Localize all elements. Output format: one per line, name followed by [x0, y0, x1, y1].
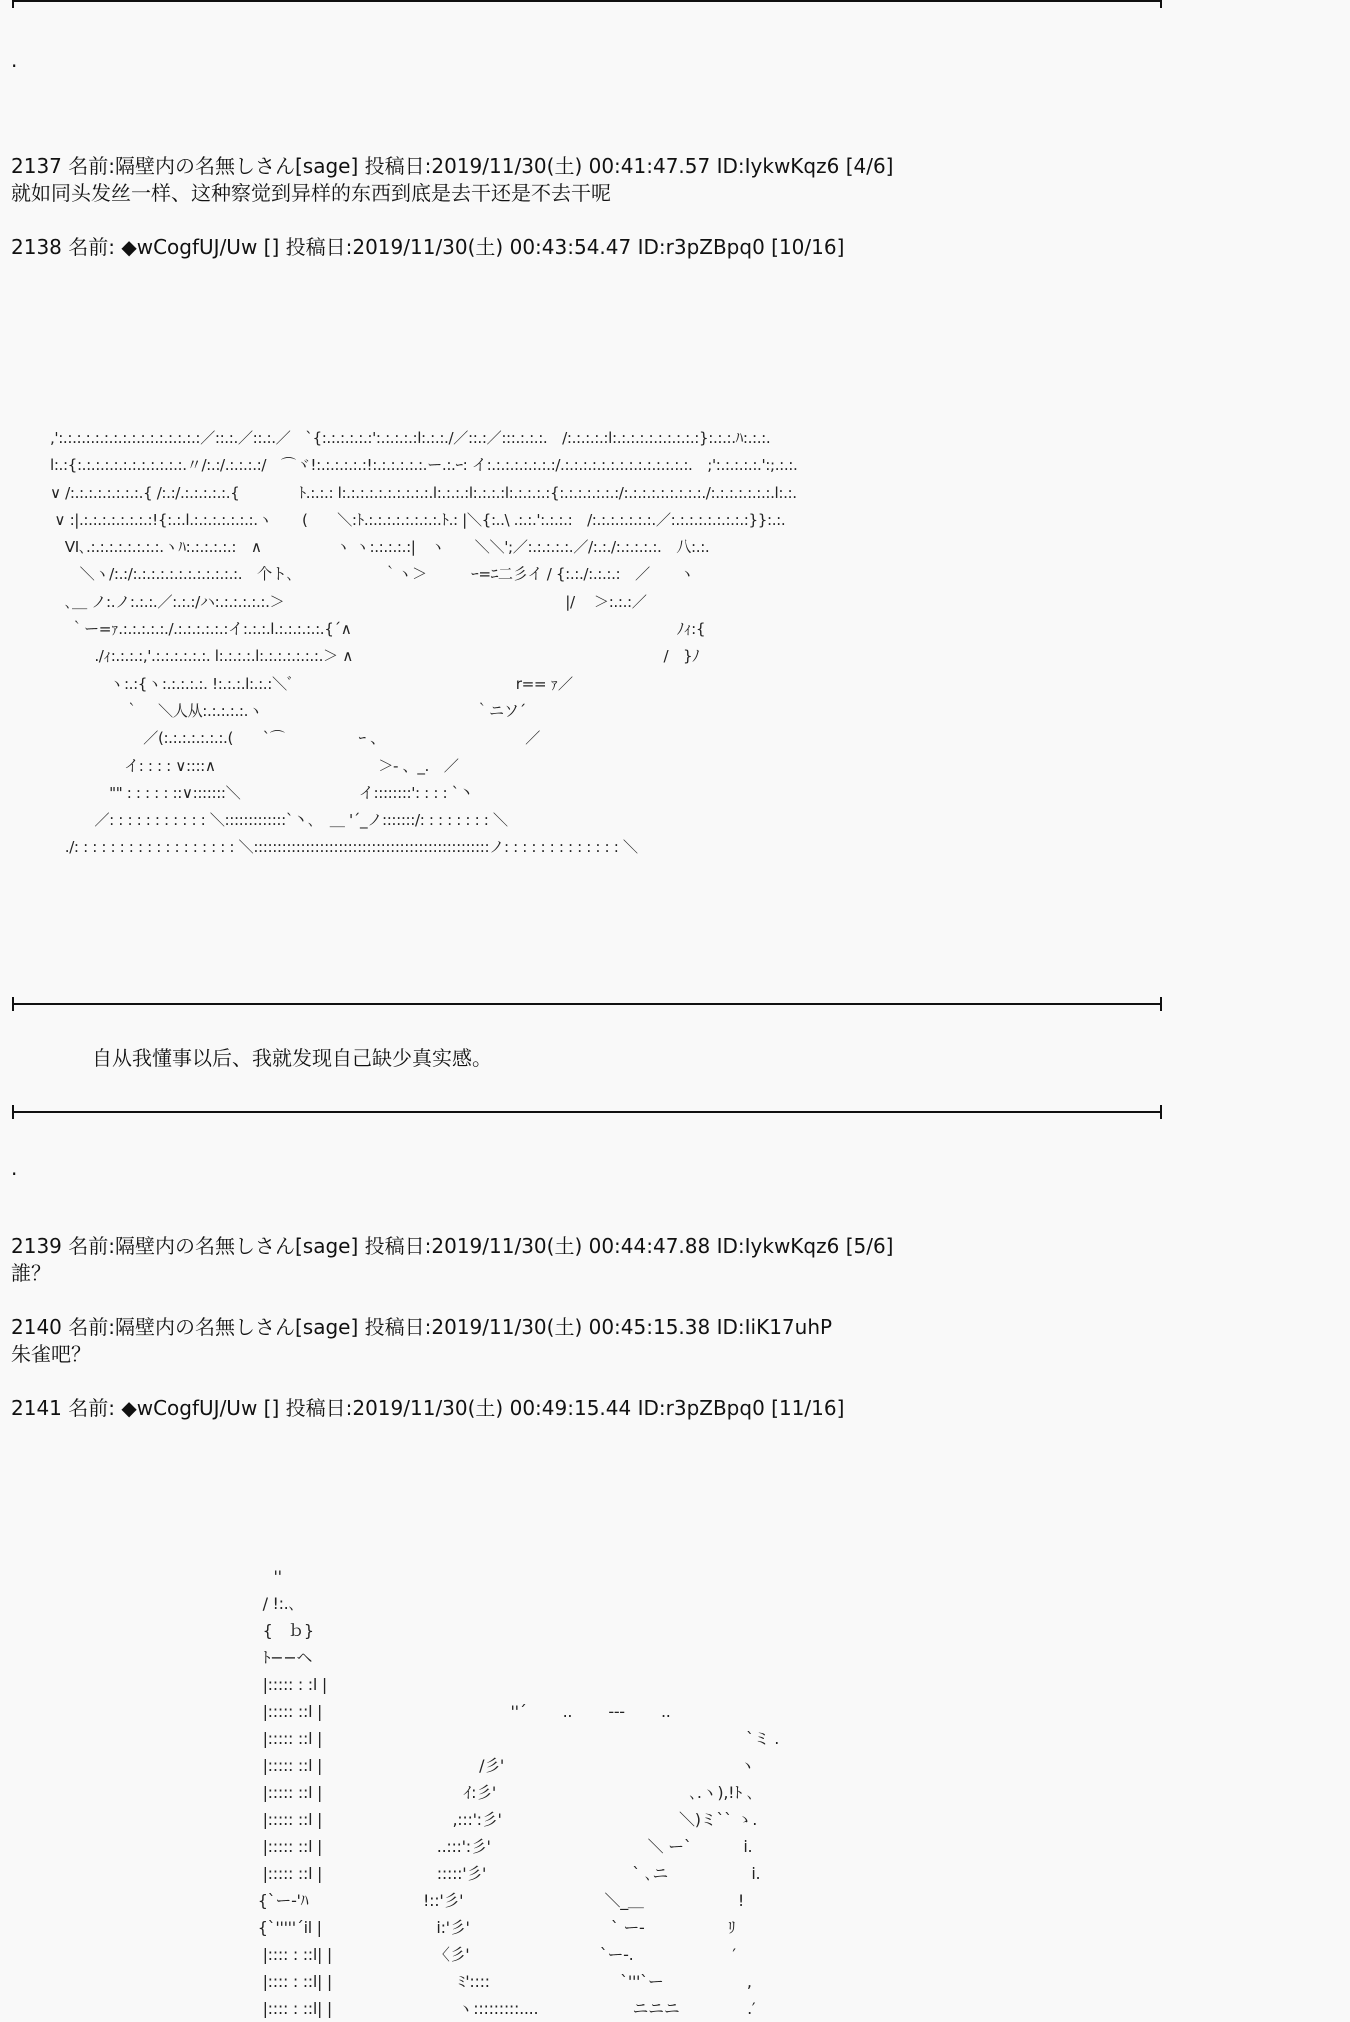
- post-header: 2137 名前:隔壁内の名無しさん[sage] 投稿日:2019/11/30(土) 00:41:47.57 ID:IykwKqz6 [4/6]: [11, 154, 894, 178]
- post-header: 2138 名前: ◆wCogfUJ/Uw [] 投稿日:2019/11/30(土) 00:43:54.47 ID:r3pZBpq0 [10/16]: [11, 235, 845, 259]
- post-header: 2139 名前:隔壁内の名無しさん[sage] 投稿日:2019/11/30(土) 00:44:47.88 ID:IykwKqz6 [5/6]: [11, 1234, 894, 1258]
- top-divider: [12, 0, 1162, 8]
- post-body: 朱雀吧？: [11, 1342, 91, 1366]
- divider-1: [12, 997, 1162, 1011]
- mid-dot: .: [11, 1156, 18, 1180]
- post-2138: [11, 234, 844, 261]
- divider-2: [12, 1105, 1162, 1119]
- post-body: 誰？: [11, 1261, 51, 1285]
- post-header: 2140 名前:隔壁内の名無しさん[sage] 投稿日:2019/11/30(土) 00:45:15.38 ID:IiK17uhP: [11, 1315, 833, 1339]
- top-dot: .: [11, 48, 18, 72]
- ascii-art-scene-1: ,':.:.:.:.:.:.:.:.:.:.:.:.:.:.:.:／::.:.／::.:.／ `{:.:.:.:.:.:':.:.:.:.:l:.:.:./／::.:／:::.:.:.:. /:.:.:.:.:l:.:.:.:.:.:.:.:.:.:}:.:.:.ﾊ:.:.:. l:.:{:.:.:.:.:.:.:.:.:.:.:.:.〃/:.:/.:.:.:.:/ ⌒ヾ!:.:.:.:.:.:!:.:.:.:.:.:.ー.:.ｰ: イ:.:.:.:.:.:.:.:/.:.:.:.:.:.:.:.:.:.:.:.:.:.:. ;':.:.:.:.:.':;.:.:. ∨ /:.:.:.:.:.:.:.:.{ /:.:/.:.:.:.:.:.{ ﾄ.:.:.: l:.:.:.:.:.:.:.:.:.:.l:.:.:.:l:.:.:.:l:.:.:.:.:{:.:.:.:.:.:.:/:.:.:.:.:.:.:.:.:./:.:.:.:.:.:.:.l:.:. ∨ :|.:.:.:.:.:.:.:.:!{:.:.l.:.:.:.:.:.:.:.ヽ ( ＼:ﾄ.:.:.:.:.:.:.:.:.ﾄ.: |＼{:..\ .:.:.':.:.:.: /:.:.:.:.:.:.:.／:.:.:.:.:.:.:.:.:}}:.:. VI､.:.:.:.:.:.:.:.:.ヽﾊ:.:.:.:.:.: ∧ ヽ ヽ:.:.:.:.:| ヽ ＼＼';／:.:.:.:.:.／/:.:./:.:.:.:.:. 八:.:. ＼ヽ/:.:/:.:.:.:.:.:.:.:.:.:.:.:. 个ト､ ｀ヽ＞ ｰ=ﾆ二彡イ / {:.:./:.:.:.: ／ ヽ ､＿ ノ:.ノ:.:.:.／:.:.:/ハ:.:.:.:.:.:.＞ |/ ＞:.:.:／ ｀ー=ｧ.:.:.:.:.:./.:.:.:.:.:.:イ:.:.:.l.:.:.:.:.:.{´∧ ﾉｨ:{ ./ｨ:.:.:.:,'.:.:.:.:.:.:. l:.:.:.:.l:.:.:.:.:.:.:.＞ ∧ / }ﾉ ヽ:.:{ヽ:.:.:.:.:. !:.:.:.l:.:.:＼ﾞ r== ｧ／ ｀ ＼人从:.:.:.:.:.ヽ ｀ニソ´ ／(:.:.:.:.:.:.:.( `⌒ ｰ 、 ／ イ: : : : ∨::::∧ ＞- 、_. ／ "" : : : : : ::∨:::::::＼ イ::::::::': : : : `丶 ／: : : : : : : : : : : ＼:::::::::::::`丶､ ＿ '´_ノ:::::::/: : : : : : : : ＼ ./: : : : : : : : : : : : : : : : : : ＼::::::::::::::::::::::::::::::::::::::::::::::::::ノ: : : : : : : : : : : : : ＼: [50, 429, 798, 857]
- post-header: 2141 名前: ◆wCogfUJ/Uw [] 投稿日:2019/11/30(土) 00:49:15.44 ID:r3pZBpq0 [11/16]: [11, 1396, 845, 1420]
- post-2140: [11, 1314, 832, 1368]
- post-2139: [11, 1233, 894, 1287]
- ascii-art-scene-2: '' / !:.､ { ｂ} ﾄ−−ヘ |::::: : :l | |::::: ::l | ''´ .. --- .. |::::: ::l | `ミ . |::::: ::l | /彡' ヽ |::::: ::l | ｲ:彡' ､.ヽ),!ﾄ ､ |::::: ::l | ,:::':彡' ＼)ミ`` ゝ. |::::: ::l | ..:::':彡' ＼ ー` i. |::::: ::l | :::::'彡' ` ､ニ i. {`ー-'ﾊ !::'彡' ＼_＿ ! {`'''''´il | i:'彡' ` ー- ﾘ |:::: : ::l| | 〈彡' `ー-. ′ |:::: : ::l| | ﾐ':::: `'''`ー , |:::: : ::l| | ヽ:::::::::.... ニニニ .′: [257, 1567, 779, 2018]
- narration-text: 自从我懂事以后、我就发现自己缺少真实感。: [92, 1046, 492, 1070]
- post-2141: [11, 1395, 844, 1422]
- post-body: 就如同头发丝一样、这种察觉到异样的东西到底是去干还是不去干呢: [11, 181, 611, 205]
- post-2137: [11, 153, 894, 207]
